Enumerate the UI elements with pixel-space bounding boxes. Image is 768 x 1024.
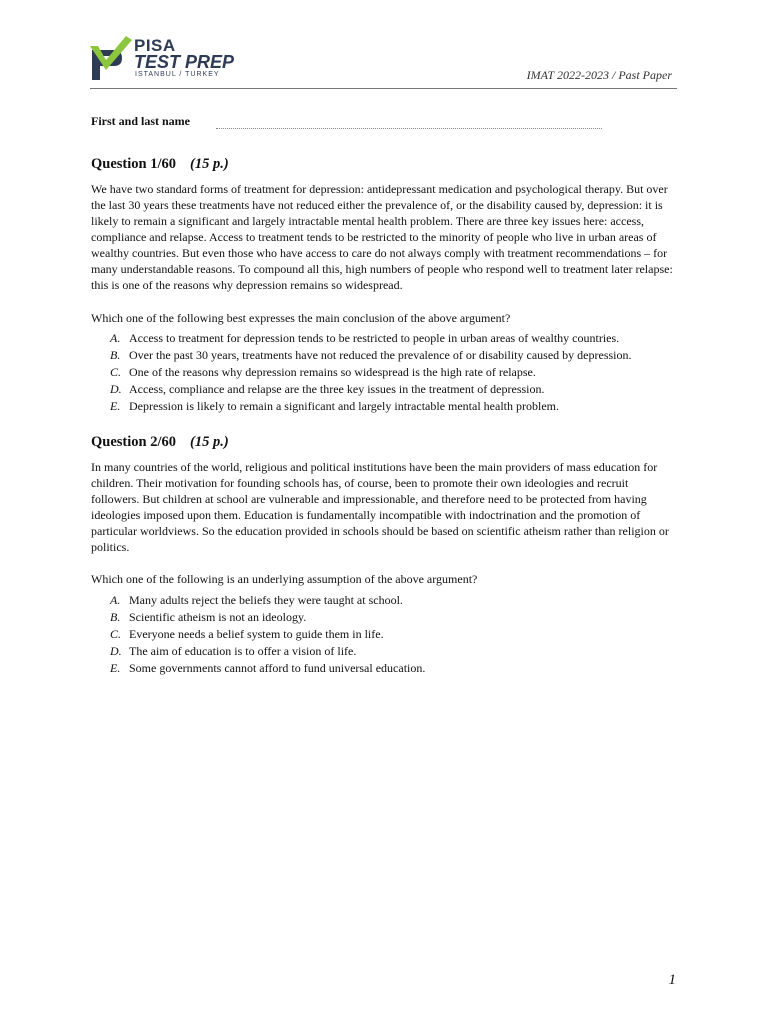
logo-text-test-prep: TEST PREP [134,52,235,72]
name-field-label: First and last name [91,114,190,128]
question-1-options [110,330,632,415]
option-letter: A. [110,593,121,607]
question-1-option-a[interactable] [110,330,632,347]
question-2-passage: In many countries of the world, religious and political institutions have been the main providers of mass education for children. Their motivation for founding schools has, of course, been to promote their own ideologies and recruit followers. But children at school are vulnerable and impressionable, and therefore need to be protected from having ideologies imposed upon them. Education is fundamentally incompatible with indoctrination and the promotion of particular worldviews. So the education provided in schools should be based on scientific atheism rather than religion or politics. [91,460,669,554]
question-2-title [91,434,229,451]
option-letter: C. [110,627,122,641]
paper-label: IMAT 2022-2023 / Past Paper [526,68,672,82]
option-letter: D. [110,382,122,396]
name-field-line[interactable] [216,128,602,129]
option-text: Scientific atheism is not an ideology. [129,610,307,624]
header-divider [90,88,677,89]
option-letter: E. [110,661,121,675]
option-letter: E. [110,399,121,413]
question-1-option-d[interactable] [110,381,632,398]
option-text: Everyone needs a belief system to guide them in life. [129,627,384,641]
question-1-option-b[interactable] [110,347,632,364]
option-letter: D. [110,644,122,658]
option-text: One of the reasons why depression remains so widespread is the high rate of relapse. [129,365,536,379]
question-1-option-e[interactable] [110,398,632,415]
page-number: 1 [668,972,676,988]
logo-text-location: ISTANBUL / TURKEY [135,71,220,78]
question-1-option-c[interactable] [110,364,632,381]
option-text: Over the past 30 years, treatments have not reduced the prevalence of or disability caused by depression. [129,348,632,362]
option-text: Depression is likely to remain a significant and largely intractable mental health problem. [129,399,559,413]
question-1-passage: We have two standard forms of treatment for depression: antidepressant medication and psychological therapy. But over the last 30 years these treatments have not reduced either the prevalence of, or the disability caused by, depression: it is likely to remain a significant and largely intractable mental health problem. There are three key issues here: access, compliance and relapse. Access to treatment tends to be restricted to the minority of people who live in urban areas of wealthy countries. But even those who have access to care do not always comply with treatment recommendations – for many understandable reasons. To compound all this, high numbers of people who respond well to treatment later relapse: this is one of the reasons why depression remains so widespread. [91,182,673,292]
option-letter: B. [110,610,121,624]
option-text: Access to treatment for depression tends to be restricted to people in urban areas of wealthy countries. [129,331,620,345]
logo-text-pisa: PISA [134,36,176,55]
question-2-options [110,592,425,677]
question-1-title [91,156,229,173]
option-text: Access, compliance and relapse are the three key issues in the treatment of depression. [129,382,545,396]
option-text: Many adults reject the beliefs they were taught at school. [129,593,403,607]
question-1-prompt: Which one of the following best expresses the main conclusion of the above argument? [91,311,511,325]
question-2-option-a[interactable] [110,592,425,609]
option-text: Some governments cannot afford to fund universal education. [129,661,426,675]
option-text: The aim of education is to offer a vision of life. [129,644,357,658]
option-letter: C. [110,365,122,379]
question-1-number: Question 1/60 [91,156,176,172]
question-1-points: (15 p.) [190,156,229,172]
question-2-points: (15 p.) [190,434,229,450]
checkmark-logo-icon [90,36,132,82]
question-2-option-d[interactable] [110,643,425,660]
pisa-test-prep-logo [90,36,240,82]
option-letter: A. [110,331,121,345]
question-2-option-c[interactable] [110,626,425,643]
question-2-option-b[interactable] [110,609,425,626]
option-letter: B. [110,348,121,362]
question-2-number: Question 2/60 [91,434,176,450]
question-2-option-e[interactable] [110,660,425,677]
question-2-prompt: Which one of the following is an underlying assumption of the above argument? [91,572,478,586]
